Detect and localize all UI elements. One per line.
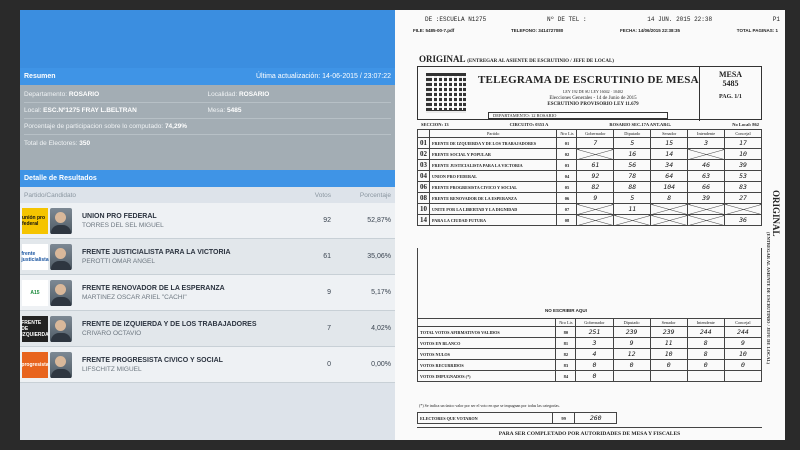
doc-vote-cell: [577, 215, 614, 226]
electores-label: ELECTORES QUE VOTARON: [418, 413, 553, 424]
candidate-name: CRIVARO OCTAVIO: [82, 329, 142, 337]
fax-header: [425, 16, 780, 23]
party-votes: 92: [323, 217, 331, 224]
th-t-int: Intendente: [687, 319, 724, 327]
totals-cell: [724, 371, 761, 382]
electores-value: 260: [575, 413, 617, 424]
doc-party-row: [418, 182, 762, 193]
doc-party-name: UNITE POR LA LIBERTAD Y LA DIGNIDAD: [430, 204, 557, 215]
doc-vote-cell: 66: [688, 182, 725, 193]
th-partido: Partido: [430, 130, 557, 138]
electores-table: [417, 412, 617, 424]
fax-page: P1: [772, 16, 780, 23]
mesa-label: Mesa:: [207, 107, 226, 114]
doc-vote-cell: [651, 215, 688, 226]
candidate-photo: [50, 208, 72, 234]
totals-cell: 12: [613, 349, 650, 360]
original-label: ORIGINAL: [419, 54, 466, 64]
mesa-box-label: MESA: [718, 70, 743, 79]
seccion-line: [421, 122, 759, 127]
totals-code: 82: [556, 349, 576, 360]
party-pct: 5,17%: [371, 289, 391, 296]
file-line: [413, 28, 778, 33]
totals-row: [418, 349, 762, 360]
doc-vote-cell: [614, 215, 651, 226]
doc-vote-cell: [577, 204, 614, 215]
doc-party-num: 14: [418, 215, 430, 226]
doc-party-row: [418, 138, 762, 149]
party-name: FRENTE DE IZQUIERDA Y DE LOS TRABAJADORES: [82, 320, 257, 328]
doc-party-name: FRENTE PROGRESISTA CIVICO Y SOCIAL: [430, 182, 557, 193]
departamento-line: DEPARTAMENTO: 12 ROSARIO: [488, 112, 668, 119]
party-logo-icon: A15: [22, 280, 48, 306]
col-votes: Votos: [314, 191, 331, 199]
th-t-conc: Concejal: [724, 319, 761, 327]
totals-cell: 244: [687, 327, 724, 338]
mesa-value: 5485: [227, 107, 242, 114]
doc-vote-cell: 39: [725, 160, 762, 171]
last-update: Última actualización: 14-06-2015 / 23:07:22: [255, 73, 391, 80]
totals-cell: 0: [687, 360, 724, 371]
th-t-nolis: Nro Lis: [556, 319, 576, 327]
th-dip: Diputado: [614, 130, 651, 138]
totals-cell: 4: [576, 349, 613, 360]
fax-tel: Nº DE TEL :: [546, 16, 587, 23]
totals-cell: 251: [576, 327, 613, 338]
doc-vote-cell: 104: [651, 182, 688, 193]
doc-party-name: PARA LA CIUDAD FUTURA: [430, 215, 557, 226]
electores-label: Total de Electores:: [24, 139, 78, 147]
fax-from: DE :ESCUELA N1275: [425, 16, 487, 23]
th-t-dip: Diputado: [613, 319, 650, 327]
party-pct: 52,87%: [367, 217, 391, 224]
doc-party-lis: 04: [557, 171, 577, 182]
doc-vote-cell: 92: [577, 171, 614, 182]
doc-vote-cell: 5: [614, 138, 651, 149]
header-banner: [20, 10, 395, 68]
doc-vote-cell: 61: [577, 160, 614, 171]
candidate-photo: [50, 352, 72, 378]
th-conc: Concejal: [725, 130, 762, 138]
mesa-box: [699, 67, 761, 121]
doc-vote-cell: 27: [725, 193, 762, 204]
original-sub: (ENTREGAR AL ASIENTE DE ESCRUTINIO / JEFE DE LOCAL): [467, 59, 614, 64]
doc-vote-cell: 82: [577, 182, 614, 193]
totals-cell: 239: [613, 327, 650, 338]
summary-row: [24, 103, 391, 119]
doc-party-num: 02: [418, 149, 430, 160]
doc-vote-cell: [688, 149, 725, 160]
doc-party-row: [418, 204, 762, 215]
totals-label: TOTAL VOTOS AFIRMATIVOS VALIDOS: [418, 327, 556, 338]
doc-vote-cell: 9: [577, 193, 614, 204]
totals-label: VOTOS EN BLANCO: [418, 338, 556, 349]
summary-row: [24, 135, 391, 151]
doc-party-name: FRENTE RENOVADOR DE LA ESPERANZA: [430, 193, 557, 204]
doc-party-num: 03: [418, 160, 430, 171]
totals-cell: 8: [687, 349, 724, 360]
telegram-scan: [395, 10, 785, 440]
th-sen: Senador: [651, 130, 688, 138]
candidate-photo: [50, 280, 72, 306]
totals-code: 83: [556, 360, 576, 371]
party-row[interactable]: [20, 311, 395, 347]
party-votes: 9: [327, 289, 331, 296]
party-row[interactable]: [20, 275, 395, 311]
totals-code: 84: [556, 371, 576, 382]
doc-party-row: [418, 215, 762, 226]
totals-cell: 0: [650, 360, 687, 371]
ley-line: LEY 192 DE SU LEY 16042 · 10402: [562, 89, 624, 94]
totals-cell: 11: [650, 338, 687, 349]
party-logo-icon: frente justicialista: [22, 244, 48, 270]
doc-party-num: 04: [418, 171, 430, 182]
telegram-title: TELEGRAMA DE ESCRUTINIO DE MESA: [478, 74, 699, 86]
candidate-photo: [50, 244, 72, 270]
doc-vote-cell: 56: [614, 160, 651, 171]
totals-label: VOTOS IMPUGNADOS (*): [418, 371, 556, 382]
blank-area: [417, 248, 762, 320]
detail-bar: Detalle de Resultados: [20, 170, 395, 187]
doc-vote-cell: 5: [614, 193, 651, 204]
totals-cell: [613, 371, 650, 382]
file-name: FILE: 5485-00-7.pdf: [413, 28, 455, 33]
doc-vote-cell: 63: [688, 171, 725, 182]
doc-vote-cell: [688, 215, 725, 226]
localidad-value: ROSARIO: [238, 91, 270, 98]
departamento-label: Departamento:: [24, 91, 67, 98]
doc-party-num: 10: [418, 204, 430, 215]
th-gob: Gobernador: [577, 130, 614, 138]
totals-label: VOTOS NULOS: [418, 349, 556, 360]
totals-code: 80: [556, 327, 576, 338]
col-party: Partido/Candidato: [24, 191, 77, 199]
doc-party-row: [418, 193, 762, 204]
totals-cell: [650, 371, 687, 382]
localidad-label: Localidad:: [207, 91, 238, 98]
doc-vote-cell: 17: [725, 138, 762, 149]
party-name: FRENTE RENOVADOR DE LA ESPERANZA: [82, 284, 225, 292]
summary-row: [24, 119, 391, 135]
summary-title: Resumen: [24, 73, 56, 80]
party-name: FRENTE PROGRESISTA CIVICO Y SOCIAL: [82, 356, 223, 364]
doc-vote-cell: 14: [651, 149, 688, 160]
th-t-sen: Senador: [650, 319, 687, 327]
participacion-label: Porcentaje de participacion sobre lo computado:: [24, 123, 164, 130]
votes-table-header: [418, 130, 762, 138]
doc-vote-cell: 34: [651, 160, 688, 171]
party-row[interactable]: [20, 239, 395, 275]
side-original-label: ORIGINAL: [771, 190, 781, 237]
party-logo-icon: unión pro federal: [22, 208, 48, 234]
doc-party-num: 06: [418, 182, 430, 193]
doc-party-num: 01: [418, 138, 430, 149]
doc-vote-cell: 8: [651, 193, 688, 204]
th-nolis: Nro Lis: [557, 130, 577, 138]
doc-vote-cell: [725, 204, 762, 215]
totals-code: 81: [556, 338, 576, 349]
totals-cell: 10: [650, 349, 687, 360]
electores-row: [418, 413, 617, 424]
doc-vote-cell: 36: [725, 215, 762, 226]
doc-party-lis: 06: [557, 193, 577, 204]
totals-header: [418, 319, 762, 327]
side-original: [765, 190, 783, 420]
doc-vote-cell: [688, 204, 725, 215]
local-num: No Local: 862: [732, 122, 759, 127]
doc-vote-cell: 3: [688, 138, 725, 149]
totals-cell: [687, 371, 724, 382]
totals-cell: 0: [613, 360, 650, 371]
doc-party-lis: 07: [557, 204, 577, 215]
totals-table: [417, 318, 762, 382]
footer-text: PARA SER COMPLETADO POR AUTORIDADES DE MESA Y FISCALES: [417, 427, 762, 437]
doc-party-lis: 08: [557, 215, 577, 226]
original-title: [419, 54, 614, 64]
totals-cell: 0: [576, 371, 613, 382]
detail-column-header: [20, 187, 395, 203]
doc-party-name: FRENTE DE IZQUIERDA Y DE LOS TRABAJADORES: [430, 138, 557, 149]
doc-vote-cell: 11: [614, 204, 651, 215]
totals-row: [418, 360, 762, 371]
party-name: FRENTE JUSTICIALISTA PARA LA VICTORIA: [82, 248, 231, 256]
departamento-value: ROSARIO: [68, 91, 100, 98]
votes-table: [417, 129, 762, 226]
candidate-name: TORRES DEL SEL MIGUEL: [82, 221, 164, 229]
totals-cell: 0: [724, 360, 761, 371]
totals-row: [418, 371, 762, 382]
doc-party-lis: 02: [557, 149, 577, 160]
fax-date: 14 JUN. 2015 22:38: [647, 16, 713, 23]
party-votes: 0: [327, 361, 331, 368]
candidate-name: PEROTTI OMAR ANGEL: [82, 257, 155, 265]
telegram-header: [417, 66, 762, 120]
mesa-box-number: 5485: [722, 79, 739, 88]
summary-row: [24, 87, 391, 103]
party-pct: 0,00%: [371, 361, 391, 368]
electores-value: 350: [79, 139, 91, 147]
party-votes: 61: [323, 253, 331, 260]
summary-bar: [20, 68, 395, 85]
party-logo-icon: progresista: [22, 352, 48, 378]
file-date: FECHA: 14/06/2015 22:38:35: [620, 28, 681, 33]
col-pct: Porcentaje: [359, 191, 391, 199]
th-int: Intendente: [688, 130, 725, 138]
impugnados-note: (*) Se indica un único valor por ser el voto en que se impugnan por todas las categorías.: [419, 403, 560, 408]
candidate-name: LIFSCHITZ MIGUEL: [82, 365, 142, 373]
party-pct: 4,02%: [371, 325, 391, 332]
party-pct: 35,06%: [367, 253, 391, 260]
doc-vote-cell: 16: [614, 149, 651, 160]
totals-cell: 10: [724, 349, 761, 360]
local-value: ESC.Nº1275 FRAY L.BELTRAN: [43, 107, 137, 114]
doc-vote-cell: 15: [651, 138, 688, 149]
doc-party-lis: 01: [557, 138, 577, 149]
doc-party-name: FRENTE SOCIAL Y POPULAR: [430, 149, 557, 160]
elecciones-line: Elecciones Generales - 14 de Junio de 2015: [549, 96, 637, 101]
doc-party-name: UNION PRO FEDERAL: [430, 171, 557, 182]
party-row[interactable]: [20, 347, 395, 383]
file-pages: TOTAL PAGINAS: 1: [736, 28, 778, 33]
party-logo-icon: FRENTE DE IZQUIERDA: [22, 316, 48, 342]
candidate-photo: [50, 316, 72, 342]
electores-code: 99: [552, 413, 574, 424]
doc-vote-cell: 46: [688, 160, 725, 171]
file-tel: TELEFONO: 3414727080: [511, 28, 564, 33]
lugar: ROSARIO SEC.17A ANT.ARG.: [609, 122, 672, 127]
party-row[interactable]: [20, 203, 395, 239]
party-list: [20, 203, 395, 383]
doc-party-lis: 05: [557, 182, 577, 193]
totals-cell: 0: [576, 360, 613, 371]
totals-cell: 9: [613, 338, 650, 349]
doc-vote-cell: 10: [725, 149, 762, 160]
seccion: SECCION: 13: [421, 122, 449, 127]
party-name: UNION PRO FEDERAL: [82, 212, 157, 220]
doc-vote-cell: 7: [577, 138, 614, 149]
doc-party-name: FRENTE JUSTICIALISTA PARA LA VICTORIA: [430, 160, 557, 171]
totals-row: [418, 338, 762, 349]
totals-cell: 244: [724, 327, 761, 338]
doc-vote-cell: 78: [614, 171, 651, 182]
totals-row: [418, 327, 762, 338]
participacion-value: 74,29%: [164, 123, 187, 130]
doc-party-row: [418, 149, 762, 160]
doc-party-row: [418, 171, 762, 182]
results-panel: [20, 10, 395, 440]
doc-party-row: [418, 160, 762, 171]
candidate-name: MARTINEZ OSCAR ARIEL "CACHI": [82, 293, 187, 301]
totals-cell: 239: [650, 327, 687, 338]
doc-party-num: 08: [418, 193, 430, 204]
doc-vote-cell: [577, 149, 614, 160]
page-indicator: PAG. 1/1: [719, 94, 742, 100]
doc-vote-cell: 64: [651, 171, 688, 182]
th-t-gob: Gobernador: [576, 319, 613, 327]
totals-label: VOTOS RECURRIDOS: [418, 360, 556, 371]
summary-box: [20, 85, 395, 170]
doc-vote-cell: 39: [688, 193, 725, 204]
doc-vote-cell: 88: [614, 182, 651, 193]
escrutinio-line: ESCRUTINIO PROVISORIO LEY 11.679: [547, 102, 639, 107]
doc-party-lis: 03: [557, 160, 577, 171]
side-original-sub: (ENTREGAR AL ASIENTE DE ESCRUTINIO / JEFE DE LOCAL): [766, 232, 771, 365]
doc-vote-cell: 53: [725, 171, 762, 182]
doc-vote-cell: 83: [725, 182, 762, 193]
doc-vote-cell: [651, 204, 688, 215]
party-votes: 7: [327, 325, 331, 332]
circuito: CIRCUITO: 0353 A: [509, 122, 549, 127]
totals-cell: 9: [724, 338, 761, 349]
totals-cell: 8: [687, 338, 724, 349]
no-escribir: NO ESCRIBIR AQUI: [545, 308, 587, 313]
totals-cell: 3: [576, 338, 613, 349]
local-label: Local:: [24, 107, 42, 114]
